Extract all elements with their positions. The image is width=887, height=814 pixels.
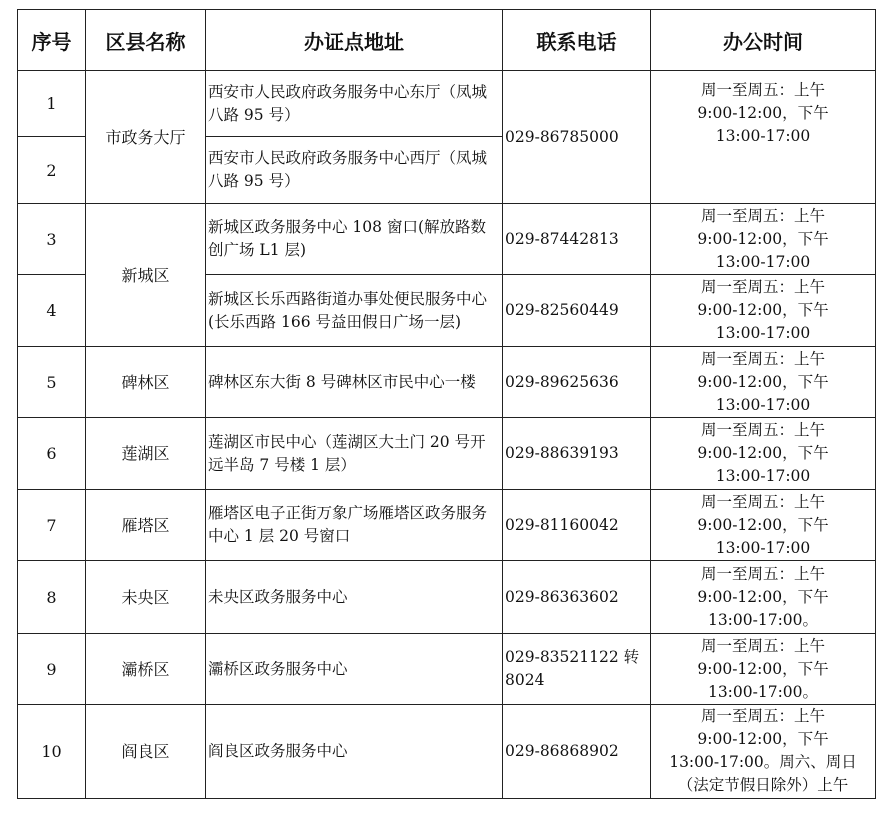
hours-line: 周一至周五：上午	[700, 349, 825, 368]
hours-line: （法定节假日除外）上午	[677, 776, 849, 794]
table-row	[18, 204, 876, 275]
hours-line: 9:00-12:00，下午	[697, 515, 829, 534]
header-district: 区县名称	[86, 10, 206, 71]
row-hours	[651, 490, 876, 561]
table-row	[18, 490, 876, 561]
hours-line: 13:00-17:00。	[707, 682, 819, 701]
row-address: 西安市人民政府政务服务中心东厅（凤城八路 95 号）	[206, 71, 503, 137]
row-hours	[651, 705, 876, 799]
table-row	[18, 634, 876, 705]
row-address: 雁塔区电子正街万象广场雁塔区政务服务中心 1 层 20 号窗口	[206, 490, 503, 561]
hours-line: 9:00-12:00，下午	[697, 372, 829, 391]
row-district: 未央区	[86, 561, 206, 634]
row-phone: 029-89625636	[503, 347, 651, 418]
hours-line: 9:00-12:00，下午	[697, 104, 829, 122]
row-seq: 3	[18, 204, 86, 275]
header-phone: 联系电话	[503, 10, 651, 71]
header-address: 办证点地址	[206, 10, 503, 71]
hours-line: 13:00-17:00	[715, 252, 811, 271]
hours-line: 13:00-17:00	[715, 395, 811, 414]
row-hours	[651, 634, 876, 705]
table-row	[18, 71, 876, 137]
row-address: 灞桥区政务服务中心	[206, 634, 503, 705]
hours-line: 周一至周五：上午	[700, 206, 825, 225]
hours-line: 周一至周五：上午	[700, 492, 825, 511]
hours-line: 13:00-17:00	[715, 467, 811, 485]
row-address: 新城区长乐西路街道办事处便民服务中心(长乐西路 166 号益田假日广场一层)	[206, 275, 503, 347]
row-district: 灞桥区	[86, 634, 206, 705]
hours-line: 周一至周五：上午	[700, 278, 825, 296]
row-address: 未央区政务服务中心	[206, 561, 503, 634]
row-phone: 029-86868902	[503, 705, 651, 799]
row-phone: 029-88639193	[503, 418, 651, 490]
row-district: 阎良区	[86, 705, 206, 799]
hours-line: 13:00-17:00	[715, 127, 811, 145]
row-hours	[651, 71, 876, 204]
table-row	[18, 347, 876, 418]
row-seq: 7	[18, 490, 86, 561]
row-phone: 029-86785000	[503, 71, 651, 204]
hours-line: 9:00-12:00，下午	[697, 444, 829, 462]
row-district: 新城区	[86, 204, 206, 347]
row-address: 阎良区政务服务中心	[206, 705, 503, 799]
row-address: 碑林区东大街 8 号碑林区市民中心一楼	[206, 347, 503, 418]
row-district: 莲湖区	[86, 418, 206, 490]
row-phone: 029-86363602	[503, 561, 651, 634]
row-seq: 2	[18, 137, 86, 204]
row-hours	[651, 561, 876, 634]
hours-line: 周一至周五：上午	[700, 707, 825, 725]
row-seq: 5	[18, 347, 86, 418]
row-phone: 029-82560449	[503, 275, 651, 347]
table-row	[18, 705, 876, 799]
row-seq: 6	[18, 418, 86, 490]
row-seq: 8	[18, 561, 86, 634]
row-hours	[651, 347, 876, 418]
row-seq: 4	[18, 275, 86, 347]
hours-line: 9:00-12:00，下午	[697, 659, 829, 678]
row-address: 新城区政务服务中心 108 窗口(解放路数创广场 L1 层)	[206, 204, 503, 275]
row-phone: 029-81160042	[503, 490, 651, 561]
row-address: 西安市人民政府政务服务中心西厅（凤城八路 95 号）	[206, 137, 503, 204]
hours-line: 13:00-17:00。周六、周日	[669, 753, 857, 771]
hours-line: 周一至周五：上午	[700, 421, 825, 439]
service-points-table	[17, 9, 876, 799]
header-seq: 序号	[18, 10, 86, 71]
row-hours	[651, 418, 876, 490]
row-district: 碑林区	[86, 347, 206, 418]
row-seq: 10	[18, 705, 86, 799]
row-address: 莲湖区市民中心（莲湖区大土门 20 号开远半岛 7 号楼 1 层）	[206, 418, 503, 490]
hours-line: 周一至周五：上午	[700, 564, 825, 583]
table-row	[18, 561, 876, 634]
hours-line: 13:00-17:00。	[707, 610, 819, 629]
row-phone: 029-87442813	[503, 204, 651, 275]
row-hours	[651, 204, 876, 275]
hours-line: 9:00-12:00，下午	[697, 301, 829, 319]
hours-line: 周一至周五：上午	[700, 636, 825, 655]
row-seq: 1	[18, 71, 86, 137]
hours-line: 周一至周五：上午	[700, 81, 825, 99]
row-phone: 029-83521122 转8024	[503, 634, 651, 705]
hours-line: 13:00-17:00	[715, 538, 811, 557]
table-header-row	[18, 10, 876, 71]
header-hours: 办公时间	[651, 10, 876, 71]
row-seq: 9	[18, 634, 86, 705]
hours-line: 9:00-12:00，下午	[697, 730, 829, 748]
hours-line: 9:00-12:00，下午	[697, 587, 829, 606]
row-hours	[651, 275, 876, 347]
row-district: 市政务大厅	[86, 71, 206, 204]
hours-line: 9:00-12:00，下午	[697, 229, 829, 248]
row-district: 雁塔区	[86, 490, 206, 561]
hours-line: 13:00-17:00	[715, 324, 811, 342]
table-row	[18, 418, 876, 490]
